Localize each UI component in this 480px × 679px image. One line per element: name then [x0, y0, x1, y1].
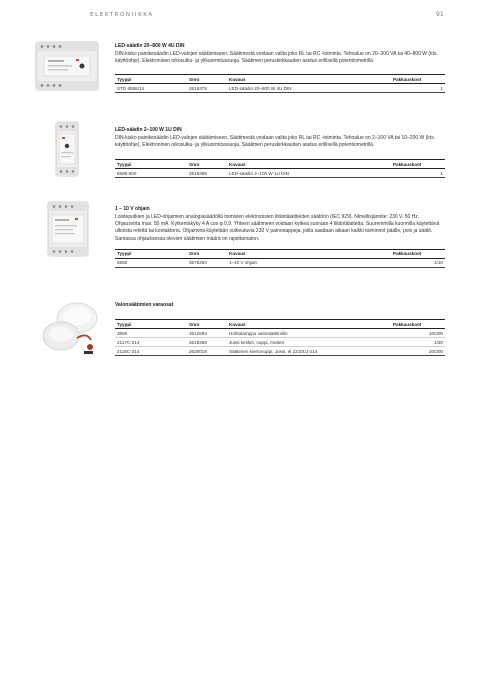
col-header-pakkaus: Pakkauskoot	[391, 75, 445, 84]
col-header-kuvaus: Kuvaus	[227, 320, 391, 329]
col-header-type: Tyyppi	[115, 75, 187, 84]
col-header-kuvaus: Kuvaus	[227, 249, 391, 258]
product-description: DIN-kisko painikesäädin LED-valojen säätämiseen. Säätimestä voidaan valita joko RL tai RC -toiminta. Tehoalue on 20–300 VA tai 40–800 W (kts. käyttöohje). Elektroninen oikosulku- ja ylikuormitussuoja. Säätimen peruskirkkauden asetus erillisellä potentiometrillä.	[115, 51, 438, 65]
col-header-snro: Snro	[187, 249, 227, 258]
cell-kuvaus: LED-säädin 20–800 W 4U DIN	[227, 84, 391, 93]
product-table	[115, 159, 445, 178]
cell-snro: 2619399	[187, 169, 227, 178]
product-image-din-dimmer-1u	[30, 118, 105, 178]
cell-pakkaus: 1	[391, 84, 445, 93]
product-image-spare-parts	[30, 296, 105, 362]
product-table	[115, 249, 445, 268]
col-header-pakkaus: Pakkauskoot	[391, 249, 445, 258]
cell-type: 6586-500	[115, 169, 187, 178]
col-header-snro: Snro	[187, 160, 227, 169]
table-row	[115, 84, 445, 93]
cell-kuvaus: Hohtolamppu valonsäätimille	[227, 329, 391, 338]
table-row	[115, 329, 445, 338]
col-header-type: Tyyppi	[115, 320, 187, 329]
col-header-kuvaus: Kuvaus	[227, 160, 391, 169]
cell-pakkaus: 1	[391, 169, 445, 178]
cell-pakkaus: 1/20	[391, 338, 445, 347]
product-table	[115, 319, 445, 356]
product-image-din-dimmer-4u	[30, 36, 105, 96]
col-header-pakkaus: Pakkauskoot	[391, 160, 445, 169]
cell-type: STD 6586/14	[115, 84, 187, 93]
product-title: LED-säädin 2–100 W 1U DIN	[115, 127, 182, 133]
cell-pakkaus: 10/200	[391, 329, 445, 338]
product-title: 1 – 10 V ohjain	[115, 206, 150, 212]
product-image-1-10v-controller	[30, 198, 105, 258]
table-row	[115, 258, 445, 267]
col-header-snro: Snro	[187, 320, 227, 329]
cell-snro: 2619368	[187, 338, 227, 347]
cell-type: 3855	[115, 329, 187, 338]
col-header-type: Tyyppi	[115, 160, 187, 169]
product-title: Valonsäätimien varaosat	[115, 302, 174, 308]
page-number: 91	[436, 11, 444, 18]
cell-type: 2115C-214	[115, 347, 187, 356]
table-row	[115, 338, 445, 347]
col-header-pakkaus: Pakkauskoot	[391, 320, 445, 329]
product-table	[115, 74, 445, 93]
cell-pakkaus: 1/10	[391, 258, 445, 267]
cell-kuvaus: Jussi keskiö, nuppi, mutteri	[227, 338, 391, 347]
col-header-kuvaus: Kuvaus	[227, 75, 391, 84]
cell-pakkaus: 20/200	[391, 347, 445, 356]
cell-type: 2117C-214	[115, 338, 187, 347]
table-row	[115, 347, 445, 356]
cell-kuvaus: LED-säädin 2–100 W 1U DIN	[227, 169, 391, 178]
section-title: ELEKTRONIIKKA	[90, 12, 154, 18]
cell-type: 6550	[115, 258, 187, 267]
col-header-snro: Snro	[187, 75, 227, 84]
col-header-type: Tyyppi	[115, 249, 187, 258]
product-description: Loisteputkien ja LED-ohjaimien analogiasäädöllä toimivien elektronisten liitäntälaitteiden säätöön (IEC 929). Nimellisjännite: 230 V, 50 Hz. Ohjausvirta max. 50 mA. Kytkentäkyky 4 A cos φ 0,9. Yhteen säätimeen voidaan kytkeä suoraan 4 liitäntälaitetta. Suuremmilla kuormilla käytettävä ulkoista relettä tai kontaktoria. Ohjaimina käytetään sulkeutuvia 230 V painonappeja, joilla saadaan aikaan kaikki toiminnot päälle, pois ja säätö. Samassa ohjauksessa olevien säätimien määrä on rajoittamaton.	[115, 214, 440, 242]
cell-kuvaus: Säätimen kiertonuppi, Jussi, el 2210UJ-214	[227, 347, 391, 356]
cell-kuvaus: 1–10 V ohjain	[227, 258, 391, 267]
product-description: DIN-kisko painikesäädin LED-valojen säätämiseen. Säätimestä voidaan valita joko RL tai RC -toiminta. Tehoalue on 2–100 VA tai 10–200 W (kts. käyttöohje). Elektroninen oikosulku- ja ylikuormitussuoja. Säätimen peruskirkkauden asetus erillisellä potentiometrillä.	[115, 135, 436, 149]
product-title: LED-säädin 20–800 W 4U DIN	[115, 43, 185, 49]
table-row	[115, 169, 445, 178]
cell-snro: 3575294	[187, 258, 227, 267]
cell-snro: 2619378	[187, 84, 227, 93]
cell-snro: 3512692	[187, 329, 227, 338]
cell-snro: 2620019	[187, 347, 227, 356]
